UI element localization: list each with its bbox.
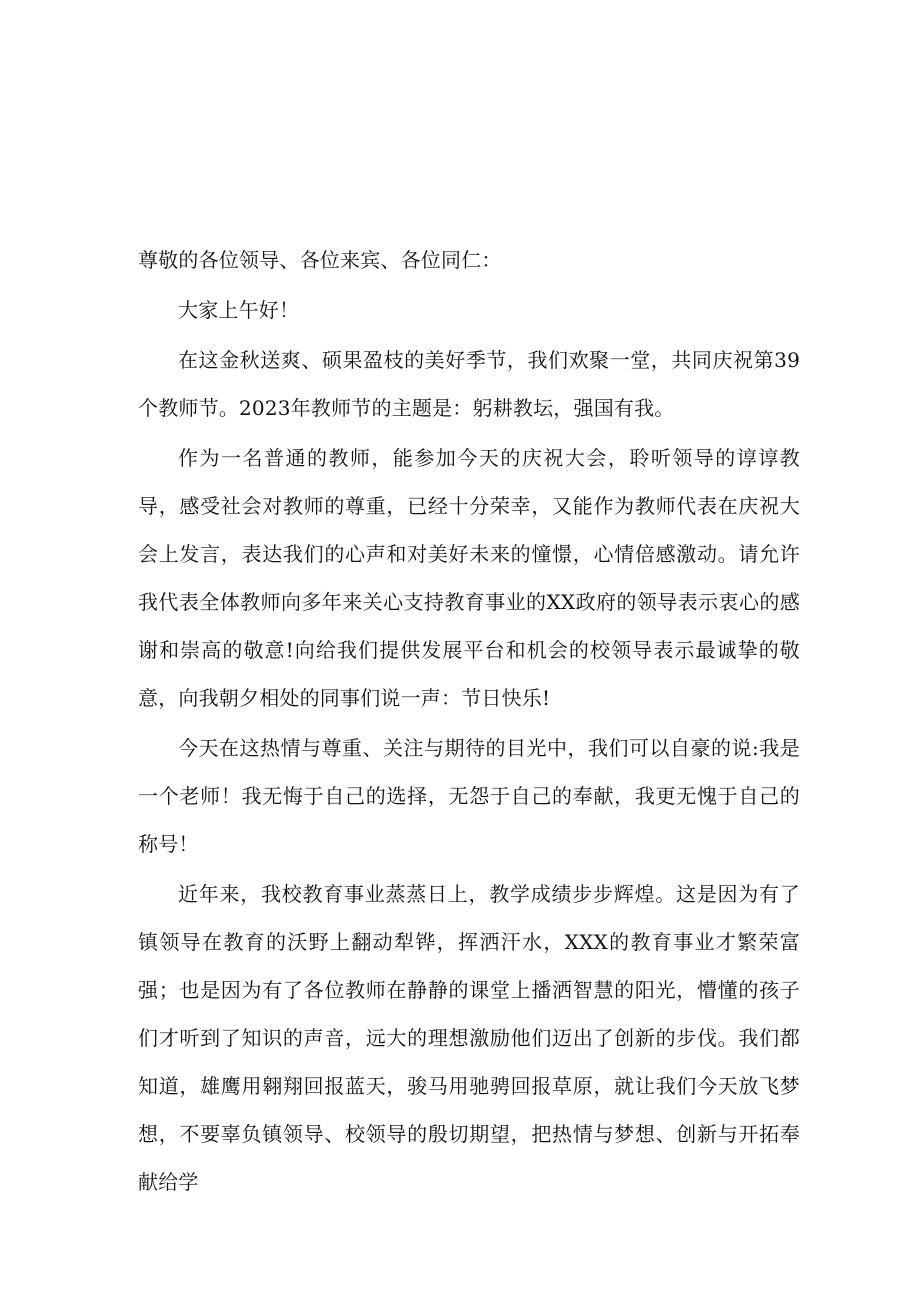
document-body <box>138 236 800 1206</box>
paragraph-theme: 在这金秋送爽、硕果盈枝的美好季节，我们欢聚一堂，共同庆祝第39个教师节。2023年教师节的主题是：躬耕教坛，强国有我。 <box>138 348 800 420</box>
paragraph-achievements: 近年来，我校教育事业蒸蒸日上，教学成绩步步辉煌。这是因为有了镇领导在教育的沃野上翻动犁铧，挥洒汗水，XXX的教育事业才繁荣富强；也是因为有了各位教师在静静的课堂上播洒智慧的阳光，懵懂的孩子们才听到了知识的声音，远大的理想激励他们迈出了创新的步伐。我们都知道，雄鹰用翱翔回报蓝天，骏马用驰骋回报草原，就让我们今天放飞梦想，不要辜负镇领导、校领导的殷切期望，把热情与梦想、创新与开拓奉献给学 <box>138 882 800 1194</box>
paragraph-pride: 今天在这热情与尊重、关注与期待的目光中，我们可以自豪的说:我是一个老师！我无悔于自己的选择，无怨于自己的奉献，我更无愧于自己的称号！ <box>138 736 800 856</box>
paragraph-greeting: 大家上午好！ <box>178 298 300 322</box>
salutation: 尊敬的各位领导、各位来宾、各位同仁： <box>138 248 502 272</box>
paragraph-thanks: 作为一名普通的教师，能参加今天的庆祝大会，聆听领导的谆谆教导，感受社会对教师的尊重，已经十分荣幸，又能作为教师代表在庆祝大会上发言，表达我们的心声和对美好未来的憧憬，心情倍感激动。请允许我代表全体教师向多年来关心支持教育事业的XX政府的领导表示衷心的感谢和崇高的敬意!向给我们提供发展平台和机会的校领导表示最诚挚的敬意，向我朝夕相处的同事们说一声：节日快乐! <box>138 446 800 710</box>
